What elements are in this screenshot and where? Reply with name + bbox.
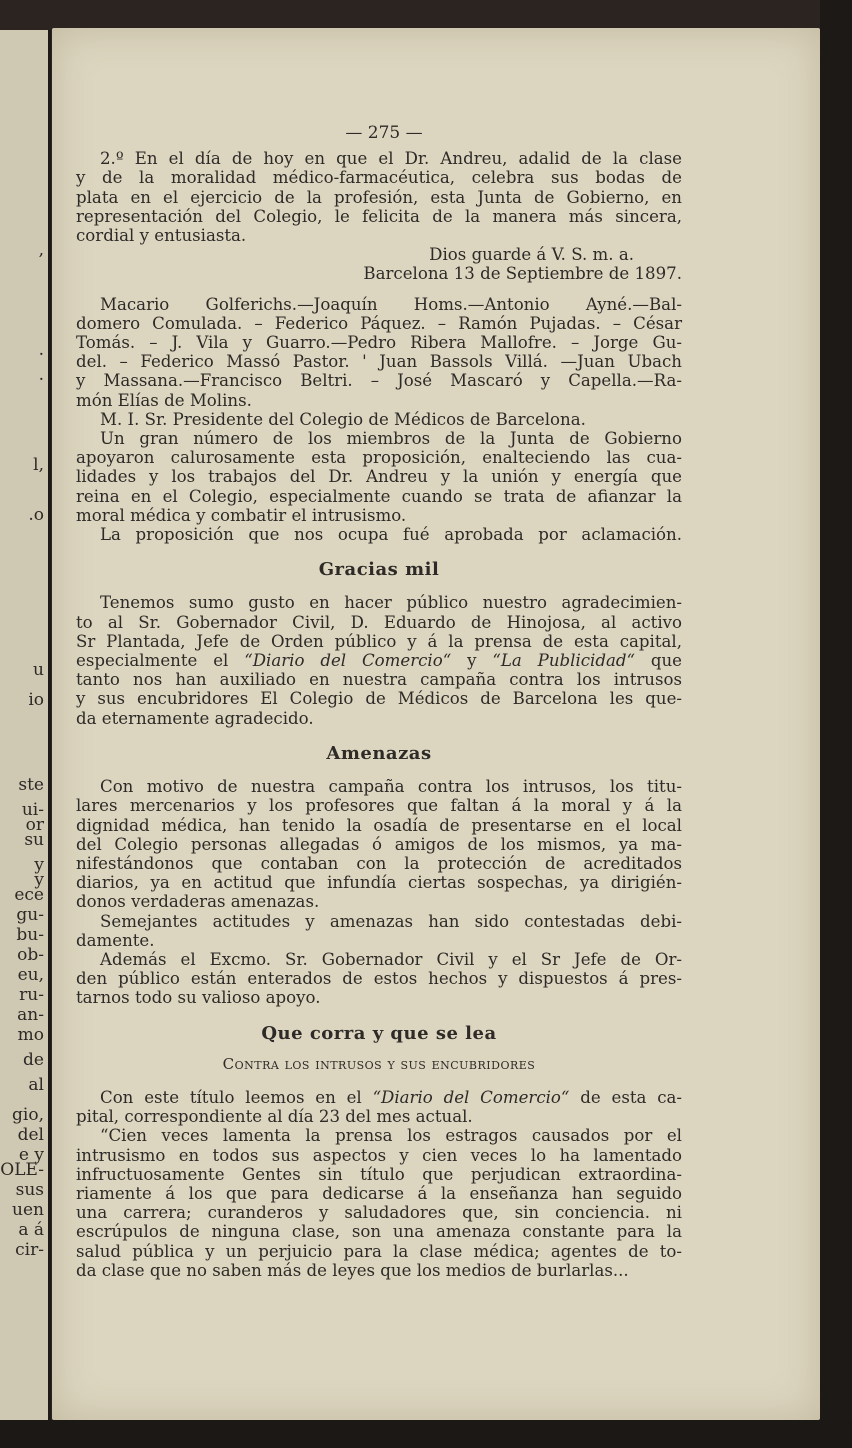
text-line: plata en el ejercicio de la profesión, esta Junta de Gobierno, en <box>76 187 682 207</box>
adjacent-page <box>0 30 51 1420</box>
text-line: Tomás. – J. Vila y Guarro.—Pedro Ribera Mallofre. – Jorge Gu- <box>76 333 682 353</box>
margin-fragment: l, <box>33 455 44 475</box>
text-line: y sus encubridores El Colegio de Médicos de Barcelona les que- <box>76 689 682 709</box>
text-line: escrúpulos de ninguna clase, son una amenaza constante para la <box>76 1222 682 1242</box>
margin-fragment: cir- <box>15 1240 44 1260</box>
text-line: una carrera; curanderos y saludadores que, sin conciencia. ni <box>76 1203 682 1223</box>
section-subheading: Contra los intrusos y sus encubridores <box>222 1054 536 1073</box>
paragraph-5 <box>76 777 682 911</box>
section-heading: Gracias mil <box>318 559 440 581</box>
margin-fragment: eu, <box>17 965 44 985</box>
text-line: món Elías de Molins. <box>76 390 252 410</box>
addressee <box>76 410 682 429</box>
text-line: lares mercenarios y los profesores que faltan á la moral y á la <box>76 796 682 816</box>
margin-fragment: ob- <box>17 945 44 965</box>
text-line: domero Comulada. – Federico Páquez. – Ramón Pujadas. – César <box>76 313 682 333</box>
text-line: tanto nos han auxiliado en nuestra campaña contra los intrusos <box>76 670 682 690</box>
text-line: 2.º En el día de hoy en que el Dr. Andreu, adalid de la clase <box>100 149 682 169</box>
text-line: Un gran número de los miembros de la Junta de Gobierno <box>100 429 682 449</box>
newspaper-name: “La Publicidad“ <box>492 651 635 671</box>
margin-fragment: mo <box>17 1025 44 1045</box>
text-line: donos verdaderas amenazas. <box>76 892 320 912</box>
text-line <box>76 651 682 670</box>
margin-fragment: y <box>34 870 44 890</box>
text-line: nifestándonos que contaban con la protección de acreditados <box>76 853 682 873</box>
margin-fragment: su <box>24 830 44 850</box>
text-line: Semejantes actitudes y amenazas han sido contestadas debi- <box>100 911 682 931</box>
text-line: representación del Colegio, le felicita de la manera más sincera, <box>76 206 682 226</box>
margin-fragment: e y <box>18 1145 44 1165</box>
margin-fragment: an- <box>17 1005 44 1025</box>
margin-fragment: ru- <box>19 985 44 1005</box>
text-line: del. – Federico Massó Pastor. ' Juan Bassols Villá. —Juan Ubach <box>76 352 682 372</box>
margin-fragment: del <box>17 1125 44 1145</box>
quoted-paragraph <box>76 1126 682 1280</box>
text-line: “Cien veces lamenta la prensa los estragos causados por el <box>100 1126 682 1146</box>
text-line: Macario Golferichs.—Joaquín Homs.—Antonio Ayné.—Bal- <box>100 294 682 314</box>
margin-fragment: bu- <box>16 925 44 945</box>
text-line: damente. <box>76 930 155 950</box>
text-line: Sr Plantada, Jefe de Orden público y á la prensa de esta capital, <box>76 631 682 651</box>
margin-fragment: ui- <box>21 800 44 820</box>
text-line: reina en el Colegio, especialmente cuando se trata de afianzar la <box>76 486 682 506</box>
text-line: Con motivo de nuestra campaña contra los intrusos, los titu- <box>100 777 682 797</box>
text-line: y de la moralidad médico-farmacéutica, celebra sus bodas de <box>76 168 682 188</box>
text-line: apoyaron calurosamente esta proposición, enalteciendo las cua- <box>76 448 682 468</box>
text-line: tarnos todo su valioso apoyo. <box>76 988 321 1008</box>
closing <box>76 245 682 283</box>
closing-date: Barcelona 13 de Septiembre de 1897. <box>363 264 682 284</box>
paragraph-6 <box>76 912 682 950</box>
margin-fragment: or <box>25 815 44 835</box>
text-line: del Colegio personas allegadas ó amigos de los mismos, ya ma- <box>76 834 682 854</box>
text-line: pital, correspondiente al día 23 del mes actual. <box>76 1107 473 1127</box>
margin-fragment: io <box>28 690 44 710</box>
text-line: lidades y los trabajos del Dr. Andreu y la unión y energía que <box>76 467 682 487</box>
margin-fragment: gio, <box>12 1105 44 1125</box>
newspaper-name: “Diario del Comercio“ <box>244 651 452 671</box>
text-line: intrusismo en todos sus aspectos y cien veces lo ha lamentado <box>76 1145 682 1165</box>
newspaper-name: “Diario del Comercio“ <box>372 1087 570 1107</box>
margin-fragment: u <box>33 660 44 680</box>
margin-fragment: , <box>38 240 44 260</box>
margin-fragment: . <box>38 365 44 385</box>
text-span: especialmente el <box>76 651 229 671</box>
text-line: to al Sr. Gobernador Civil, D. Eduardo de Hinojosa, al activo <box>76 612 682 632</box>
text-span: de esta ca- <box>580 1087 683 1107</box>
text-line: salud pública y un perjuicio para la clase médica; agentes de to- <box>76 1241 682 1261</box>
paragraph-2 <box>76 429 682 525</box>
background-edge <box>820 0 852 1448</box>
margin-fragment: sus <box>15 1180 44 1200</box>
paragraph-7 <box>76 950 682 1008</box>
text-span: y <box>467 651 477 671</box>
margin-fragment: uen <box>12 1200 44 1220</box>
margin-fragment: al <box>28 1075 44 1095</box>
paragraph-1 <box>76 149 682 245</box>
margin-fragment: de <box>23 1050 44 1070</box>
text-span: Con este título leemos en el <box>100 1087 362 1107</box>
margin-fragment: ece <box>14 885 44 905</box>
background-edge <box>0 1420 852 1448</box>
text-line: Además el Excmo. Sr. Gobernador Civil y el Sr Jefe de Or- <box>100 949 682 969</box>
text-line: infructuosamente Gentes sin título que perjudican extraordina- <box>76 1164 682 1184</box>
text-line: den público están enterados de estos hechos y dispuestos á pres- <box>76 969 682 989</box>
margin-fragment: gu- <box>16 905 44 925</box>
text-line: diarios, ya en actitud que infundía ciertas sospechas, ya dirigién- <box>76 873 682 893</box>
margin-fragment: .o <box>28 505 44 525</box>
text-line: M. I. Sr. Presidente del Colegio de Médicos de Barcelona. <box>100 409 586 429</box>
text-line: riamente á los que para dedicarse á la enseñanza han seguido <box>76 1183 682 1203</box>
margin-fragment: OLE- <box>0 1160 44 1180</box>
margin-fragment: . <box>38 340 44 360</box>
text-line: cordial y entusiasta. <box>76 226 247 246</box>
paragraph-4 <box>76 593 682 727</box>
signatures <box>76 295 682 410</box>
page-text <box>76 124 682 1280</box>
paragraph-3 <box>76 525 682 544</box>
text-line: Tenemos sumo gusto en hacer público nuestro agradecimien- <box>100 593 682 613</box>
section-heading: Que corra y que se lea <box>261 1022 497 1044</box>
text-line: da eternamente agradecido. <box>76 708 314 728</box>
text-span: que <box>650 651 682 671</box>
page-number: — 275 — <box>345 123 423 143</box>
text-line: y Massana.—Francisco Beltri. – José Mascaró y Capella.—Ra- <box>76 371 682 391</box>
closing-line: Dios guarde á V. S. m. a. <box>429 245 634 265</box>
text-line: da clase que no saben más de leyes que los medios de burlarlas... <box>76 1260 629 1280</box>
paragraph-8 <box>76 1088 682 1126</box>
text-line: dignidad médica, han tenido la osadía de presentarse en el local <box>76 815 682 835</box>
section-heading: Amenazas <box>326 742 432 764</box>
text-line <box>76 1088 682 1107</box>
text-line: moral médica y combatir el intrusismo. <box>76 505 407 525</box>
text-line: La proposición que nos ocupa fué aprobada por aclamación. <box>100 525 682 545</box>
margin-fragment: ste <box>18 775 44 795</box>
document-page <box>52 28 820 1420</box>
margin-fragment: y <box>34 855 44 875</box>
margin-fragment: a á <box>18 1220 44 1240</box>
